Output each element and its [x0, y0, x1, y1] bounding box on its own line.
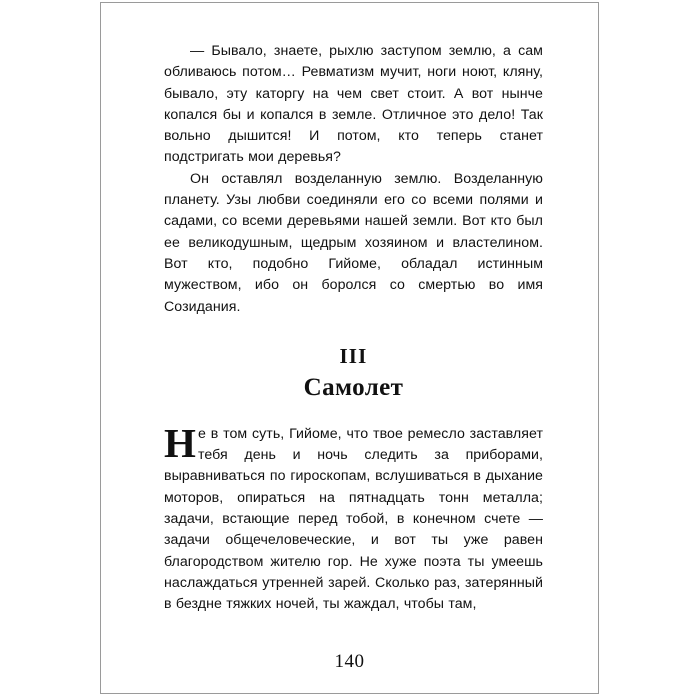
page-number: 140 [334, 651, 365, 672]
book-page-sheet [100, 2, 599, 694]
paragraph-chapter-opening [164, 419, 543, 616]
paragraph-dialogue: — Бывало, знаете, рыхлю заступом землю, а сам обливаюсь потом… Ревматизм мучит, ноги ноют, кляну, бывало, эту каторгу на чем свет стоит. А вот нынче копался бы и копался в земле. Отличное это дело! Так вольно дышится! И потом, кто теперь станет подстригать мои деревья? [164, 43, 543, 166]
chapter-heading [164, 344, 543, 404]
drop-cap-letter: Н [164, 419, 196, 466]
chapter-number: III [339, 343, 368, 368]
paragraph-chapter-opening-text: е в том суть, Гийоме, что твое ремесло заставляет тебя день и ночь следить за приборами, выравниваться по гироскопам, вслушиваться в дыхание моторов, опираться на пятнадцать тонн металла; задачи, встающие перед тобой, в конечном счете — задачи общечеловеческие, и вот ты уже равен благородством жителю гор. Не хуже поэта ты умеешь наслаждаться утренней зарей. Сколько раз, затерянный в бездне тяжких ночей, ты жаждал, чтобы там, [164, 425, 543, 613]
chapter-title: Самолет [303, 373, 404, 401]
paragraph-narration: Он оставлял возделанную землю. Возделанную планету. Узы любви соединяли его со всеми полями и садами, со всеми деревьями нашей земли. Вот кто был ее великодушным, щедрым хозяином и властелином. Вот кто, подобно Гийоме, обладал истинным мужеством, ибо он боролся со смертью во имя Созидания. [164, 170, 543, 315]
page-text-column [164, 41, 543, 641]
